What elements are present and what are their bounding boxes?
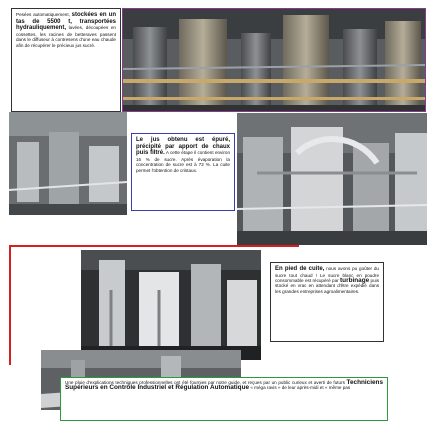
block3-mid: nous avons pu goûter du sucre tout chaud ! Le sucre blanc en poudre consommable est récupéré par [275,266,379,283]
block1-lead: Pesées automatiquement, [16,12,72,17]
block4-rest: « méga ravis » de leur après-midi et « même pas [249,385,351,391]
block3-bold2: turbinage [340,277,370,284]
block3-bold1: En pied de cuite, [275,266,325,272]
text-block-sugar-turbining [270,262,384,342]
photo-filtration-hall [9,112,127,215]
text-block-juice-purification [131,133,235,211]
photo-turbines [81,250,261,360]
photo-diffuser-tanks [122,8,426,112]
text-block-beet-processing [11,8,121,112]
block4-lead: Une pluie d'explications techniques professionnelles ont été fournies par notre guide, et reçues par un public curieux et averti de futurs [65,380,347,385]
block1-rest: lavées, découpées en cossettes, les racines de betteraves passent dans le diffuseur à contresens d'une eau chaude afin de récupérer le précieux jus sucré. [16,25,116,48]
text-block-conclusion [60,377,388,421]
block2-rest: A cette étape il contient environ 16 % de sucre. Après évaporation la concentration de sucre est à 72 %. La cuite permet l'obtention de cristaux. [136,150,231,173]
block3-rest: puis stocké en vrac en attendant d'être expédié dans les grandes entreprises agroalimentaires. [275,278,379,294]
red-frame-left [9,245,11,365]
red-frame-top [9,245,299,247]
photo-evaporators [237,113,427,245]
block4-bold: Techniciens Supérieurs en Contrôle Industriel et Régulation Automatique [65,379,383,392]
block1-bold: stockées en un tas de 5500 t, transportées hydrauliquement, [16,12,116,32]
block2-bold: Le jus obtenu est épuré, précipité par apport de chaux puis filtré. [136,137,230,157]
